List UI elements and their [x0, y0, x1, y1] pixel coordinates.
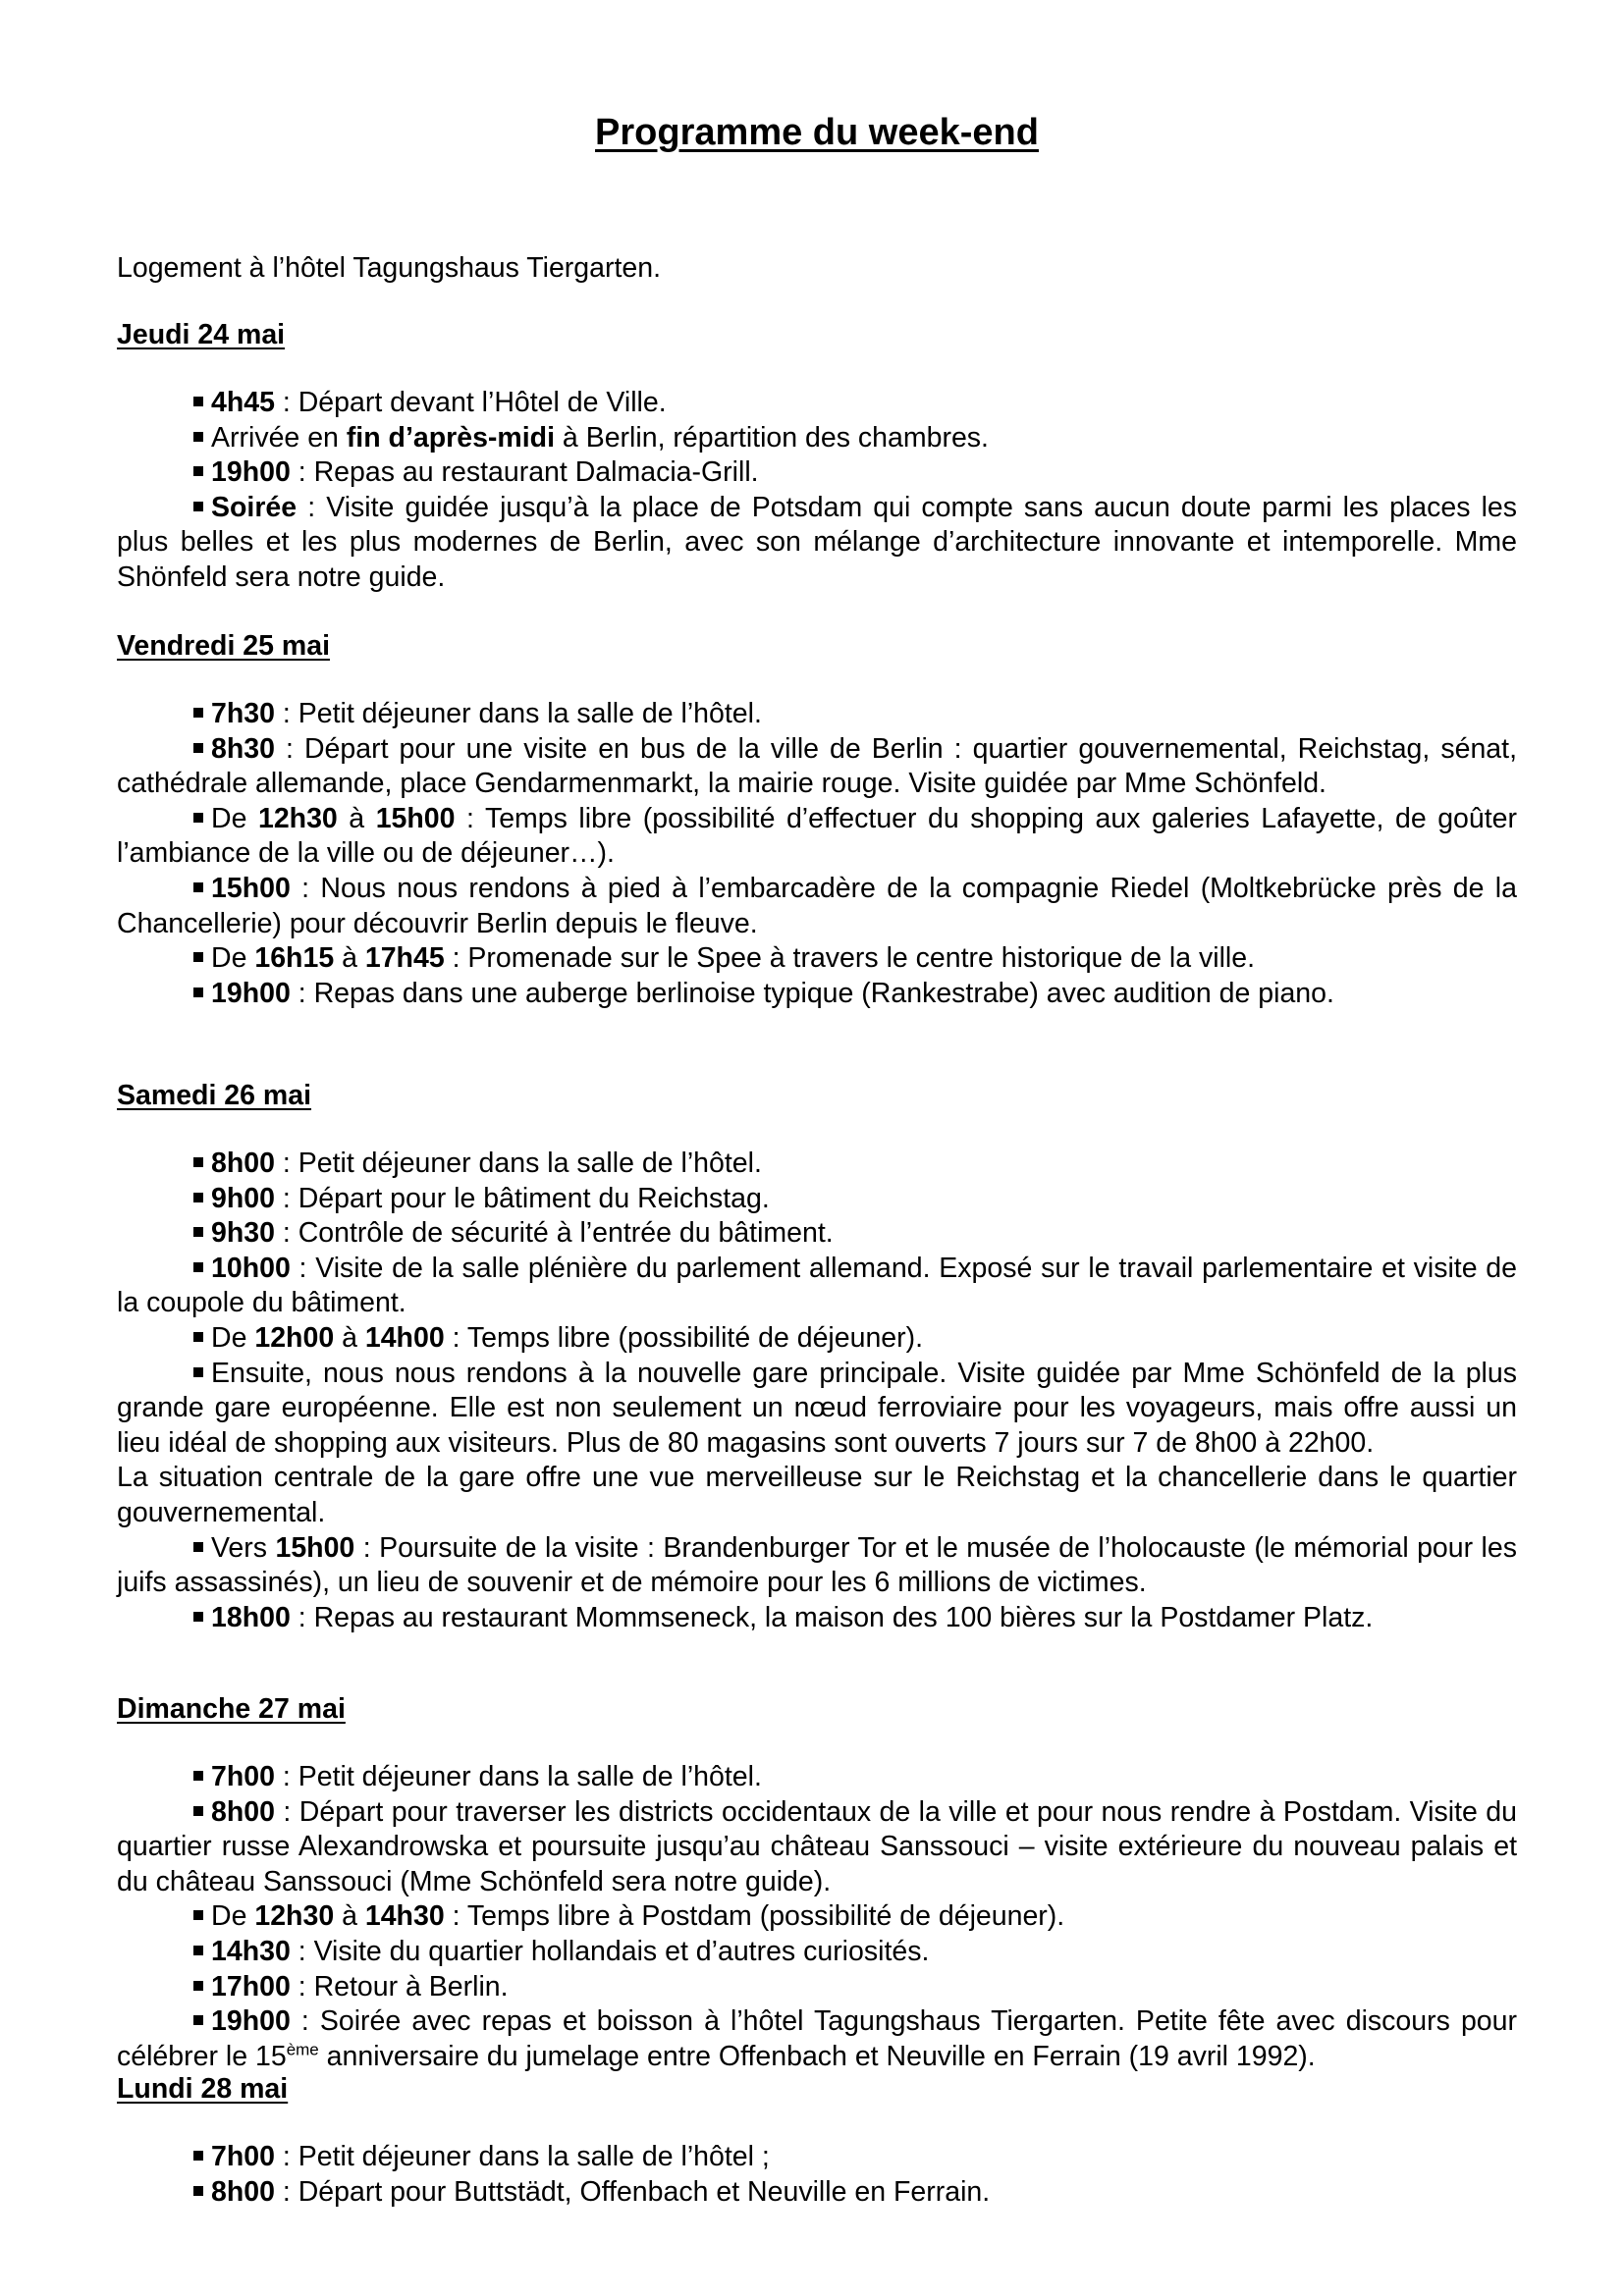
time-label: 12h30	[257, 802, 338, 834]
item-list	[117, 1760, 1517, 2074]
document-page	[117, 103, 1518, 2208]
square-bullet-icon	[193, 882, 203, 892]
item-text: à Berlin, répartition des chambres.	[555, 421, 989, 454]
list-item	[117, 732, 1517, 802]
list-item	[117, 1935, 1517, 1970]
time-label: 14h30	[211, 1935, 291, 1967]
list-item	[117, 872, 1517, 941]
item-text: à	[337, 802, 376, 834]
list-item	[117, 421, 1517, 456]
square-bullet-icon	[193, 1157, 203, 1167]
item-text: : Visite de la salle plénière du parlement allemand. Exposé sur le travail parlementaire et visite de la coupole du bâtiment.	[117, 1252, 1517, 1319]
item-text: : Départ pour une visite en bus de la ville de Berlin : quartier gouvernemental, Reichstag, sénat, cathédrale allemande, place Gendarmenmarkt, la mairie rouge. Visite guidée par Mme Schönfeld.	[117, 732, 1517, 800]
square-bullet-icon	[193, 432, 203, 442]
time-label: 15h00	[275, 1531, 355, 1564]
item-text: : Petit déjeuner dans la salle de l’hôtel ;	[274, 2141, 770, 2172]
list-item	[117, 1899, 1517, 1935]
list-item	[117, 1182, 1517, 1217]
time-label: 17h45	[364, 942, 445, 975]
item-text: : Poursuite de la visite : Brandenburger Tor et le musée de l’holocauste (le mémorial pour les juifs assassinés), un lieu de souvenir et de mémoire pour les 6 millions de victimes.	[117, 1531, 1517, 1599]
item-text: De	[211, 1900, 255, 1933]
item-text: anniversaire du jumelage entre Offenbach et Neuville en Ferrain (19 avril 1992).	[318, 2040, 1316, 2072]
item-text: : Visite guidée jusqu’à la place de Potsdam qui compte sans aucun doute parmi les places les plus belles et les plus modernes de Berlin, avec son mélange d’architecture innovante et intemporelle. Mme Shönfeld sera notre guide.	[117, 491, 1517, 593]
item-text: : Petit déjeuner dans la salle de l’hôtel.	[274, 1148, 762, 1179]
square-bullet-icon	[193, 1332, 203, 1342]
item-list	[117, 1147, 1517, 1635]
item-text: : Temps libre (possibilité de déjeuner).	[444, 1321, 924, 1354]
item-text: : Promenade sur le Spee à travers le centre historique de la ville.	[444, 942, 1256, 975]
time-label: 12h00	[254, 1321, 335, 1354]
time-label: 9h30	[211, 1217, 275, 1250]
time-label: 7h00	[211, 1761, 275, 1792]
day-title: Vendredi 25 mai	[117, 630, 331, 662]
list-item	[117, 1795, 1517, 1900]
time-label: 10h00	[211, 1252, 291, 1284]
time-label: 19h00	[211, 977, 291, 1009]
list-item	[117, 491, 1517, 596]
square-bullet-icon	[193, 2015, 203, 2025]
day-title: Dimanche 27 mai	[117, 1693, 346, 1725]
item-text: : Repas dans une auberge berlinoise typique (Rankestrabe) avec audition de piano.	[290, 977, 1334, 1009]
time-label: fin d’après-midi	[346, 421, 556, 454]
item-list	[117, 386, 1517, 596]
square-bullet-icon	[193, 988, 203, 997]
square-bullet-icon	[193, 743, 203, 753]
list-item	[117, 2004, 1517, 2074]
item-text: à	[334, 1321, 365, 1354]
time-label: 7h30	[211, 698, 275, 729]
item-text: : Repas au restaurant Dalmacia-Grill.	[290, 456, 759, 489]
item-text: : Temps libre à Postdam (possibilité de déjeuner).	[444, 1900, 1065, 1933]
day-title: Samedi 26 mai	[117, 1080, 312, 1111]
square-bullet-icon	[193, 502, 203, 511]
list-item	[117, 1147, 1517, 1182]
day-title: Jeudi 24 mai	[117, 319, 286, 350]
square-bullet-icon	[193, 2186, 203, 2196]
time-label: 8h00	[211, 1148, 275, 1179]
item-text: : Visite du quartier hollandais et d’autres curiosités.	[290, 1935, 930, 1967]
square-bullet-icon	[193, 1193, 203, 1202]
day-dimanche	[117, 1691, 1517, 2074]
list-item	[117, 455, 1517, 491]
item-text: Vers	[211, 1531, 276, 1564]
list-item	[117, 386, 1517, 421]
time-label: 19h00	[211, 456, 291, 489]
time-label: 8h00	[211, 1795, 275, 1828]
time-label: 12h30	[254, 1900, 335, 1933]
item-text: : Départ pour le bâtiment du Reichstag.	[274, 1182, 770, 1214]
square-bullet-icon	[193, 466, 203, 476]
list-item	[117, 1252, 1517, 1321]
time-label: 15h00	[375, 802, 456, 834]
item-text: : Départ pour Buttstädt, Offenbach et Neuville en Ferrain.	[274, 2175, 991, 2208]
square-bullet-icon	[193, 1367, 203, 1377]
list-item	[117, 697, 1517, 732]
time-label: 16h15	[254, 942, 335, 975]
day-samedi	[117, 1078, 1517, 1635]
item-text: à	[334, 942, 365, 975]
item-text: De	[211, 802, 258, 834]
time-label: 9h00	[211, 1182, 275, 1214]
day-lundi	[117, 2071, 1517, 2210]
item-text: : Petit déjeuner dans la salle de l’hôtel.	[274, 1761, 762, 1792]
list-item	[117, 1601, 1517, 1636]
time-label: 14h30	[364, 1900, 445, 1933]
square-bullet-icon	[193, 1262, 203, 1272]
list-item	[117, 1321, 1517, 1357]
item-text: : Soirée avec repas et boisson à l’hôtel Tagungshaus Tiergarten. Petite fête avec discours pour célébrer le 15	[117, 2005, 1517, 2072]
day-title: Lundi 28 mai	[117, 2073, 289, 2105]
list-item	[117, 1531, 1517, 1601]
square-bullet-icon	[193, 1910, 203, 1920]
item-text: : Nous nous rendons à pied à l’embarcadère de la compagnie Riedel (Moltkebrücke près de la Chancellerie) pour découvrir Berlin depuis le fleuve.	[117, 872, 1517, 939]
time-label: 19h00	[211, 2005, 291, 2038]
intro-text: Logement à l’hôtel Tagungshaus Tiergarten.	[117, 252, 662, 284]
page-title: Programme du week-end	[595, 112, 1039, 153]
item-text: : Départ devant l’Hôtel de Ville.	[274, 387, 667, 418]
item-text: à	[334, 1900, 365, 1933]
square-bullet-icon	[193, 1227, 203, 1237]
time-label: 18h00	[211, 1601, 291, 1633]
time-label: 17h00	[211, 1970, 291, 2002]
list-item	[117, 941, 1517, 977]
list-item	[117, 1216, 1517, 1252]
day-vendredi	[117, 628, 1517, 1011]
item-text: Ensuite, nous nous rendons à la nouvelle gare principale. Visite guidée par Mme Schönfeld de la plus grande gare européenne. Elle est non seulement un nœud ferroviaire pour les voyageurs, mais offre aussi un lieu idéal de shopping aux visiteurs. Plus de 80 magasins sont ouverts 7 jours sur 7 de 8h00 à 22h00.	[117, 1357, 1517, 1459]
day-jeudi	[117, 317, 1517, 596]
time-label: 14h00	[364, 1321, 445, 1354]
paragraph-note: La situation centrale de la gare offre une vue merveilleuse sur le Reichstag et la chancellerie dans le quartier gouvernemental.	[117, 1462, 1517, 1528]
time-label: 15h00	[211, 872, 291, 904]
list-item	[117, 2140, 1517, 2175]
list-item	[117, 802, 1517, 872]
square-bullet-icon	[193, 1946, 203, 1955]
ordinal-suffix: ème	[286, 2040, 319, 2059]
item-text: Arrivée en	[211, 421, 347, 454]
item-text: : Départ pour traverser les districts occidentaux de la ville et pour nous rendre à Postdam. Visite du quartier russe Alexandrowska et poursuite jusqu’au château Sanssouci – visite extérieure du nouveau palais et du château Sanssouci (Mme Schönfeld sera notre guide).	[117, 1795, 1517, 1897]
square-bullet-icon	[193, 397, 203, 406]
square-bullet-icon	[193, 1612, 203, 1622]
item-list	[117, 2140, 1517, 2210]
time-label: 8h30	[211, 732, 275, 765]
time-label: 7h00	[211, 2141, 275, 2172]
square-bullet-icon	[193, 1771, 203, 1781]
square-bullet-icon	[193, 952, 203, 962]
item-text: : Petit déjeuner dans la salle de l’hôtel.	[274, 698, 762, 729]
square-bullet-icon	[193, 1806, 203, 1816]
item-text: De	[211, 1321, 255, 1354]
time-label: 8h00	[211, 2175, 275, 2208]
item-text: De	[211, 942, 255, 975]
square-bullet-icon	[193, 813, 203, 823]
list-item	[117, 1357, 1517, 1462]
time-label: Soirée	[211, 491, 298, 523]
square-bullet-icon	[193, 1542, 203, 1552]
item-text: : Contrôle de sécurité à l’entrée du bâtiment.	[274, 1217, 834, 1250]
item-list	[117, 697, 1517, 1011]
list-item	[117, 2175, 1517, 2211]
time-label: 4h45	[211, 387, 275, 418]
item-text: : Repas au restaurant Mommseneck, la maison des 100 bières sur la Postdamer Platz.	[290, 1601, 1374, 1633]
list-item	[117, 1970, 1517, 2005]
square-bullet-icon	[193, 1981, 203, 1991]
list-item	[117, 977, 1517, 1012]
item-text: : Temps libre (possibilité d’effectuer du shopping aux galeries Lafayette, de goûter l’ambiance de la ville ou de déjeuner…).	[117, 802, 1518, 870]
list-item	[117, 1760, 1517, 1795]
square-bullet-icon	[193, 2151, 203, 2161]
square-bullet-icon	[193, 708, 203, 718]
item-text: : Retour à Berlin.	[290, 1970, 509, 2002]
